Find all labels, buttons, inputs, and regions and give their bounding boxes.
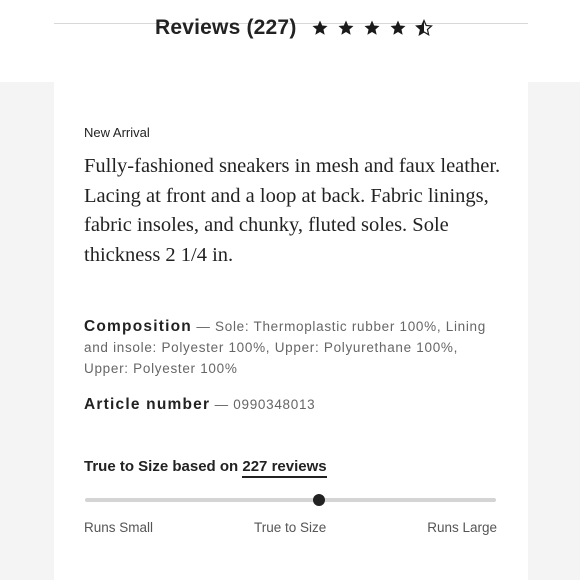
fit-heading xyxy=(84,458,327,475)
product-details-card xyxy=(54,82,528,580)
product-description: Fully-fashioned sneakers in mesh and faux leather. Lacing at front and a loop at back. Fabric linings, fabric insoles, and chunky, fluted soles. Sole thickness 2 1/4 in. xyxy=(84,155,501,266)
composition-value: Sole: Thermoplastic rubber 100%, Lining and insole: Polyester 100%, Upper: Polyurethane 100%, Upper: Polyester 100% xyxy=(84,319,486,376)
fit-label-runs-large: Runs Large xyxy=(427,520,497,535)
fit-scale-marker xyxy=(313,494,325,506)
fit-label-runs-small: Runs Small xyxy=(84,520,154,535)
composition-label: Composition xyxy=(84,318,192,335)
article-number-separator: — xyxy=(210,397,234,412)
star-icon xyxy=(389,19,407,37)
fit-reviews-link[interactable]: 227 reviews xyxy=(242,458,326,478)
reviews-title: Reviews (227) xyxy=(155,16,297,39)
star-half-icon xyxy=(415,19,433,37)
article-number-value: 0990348013 xyxy=(233,397,316,412)
fit-scale-track xyxy=(85,498,496,502)
reviews-toggle[interactable] xyxy=(155,13,433,43)
star-icon xyxy=(311,19,329,37)
new-arrival-badge: New Arrival xyxy=(84,125,150,140)
fit-heading-text: True to Size based on xyxy=(84,458,243,475)
reviews-section xyxy=(0,0,580,82)
composition-separator: — xyxy=(191,319,216,334)
star-icon xyxy=(337,19,355,37)
star-icon xyxy=(363,19,381,37)
article-number-label: Article number xyxy=(84,396,211,413)
article-number xyxy=(84,394,494,415)
composition xyxy=(84,316,494,379)
fit-label-true-to-size: True to Size xyxy=(254,520,327,535)
star-rating xyxy=(311,19,433,37)
